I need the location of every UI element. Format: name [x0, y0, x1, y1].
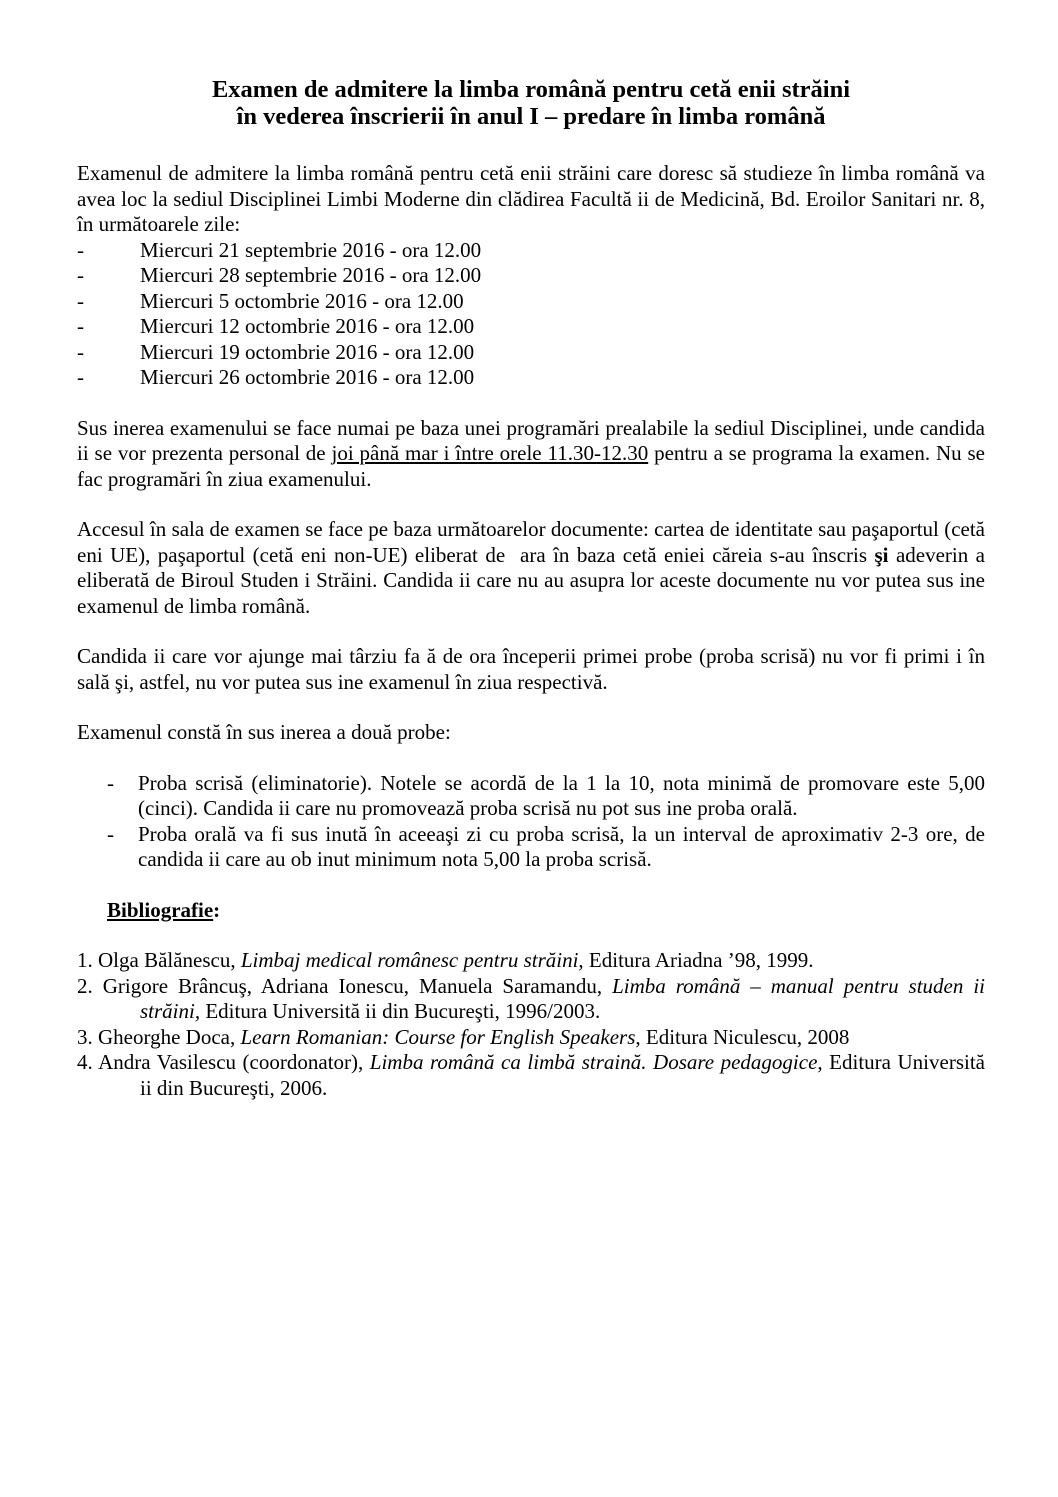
bibliography-heading [107, 898, 985, 924]
scheduling-paragraph [77, 416, 985, 493]
exam-date-item [77, 365, 985, 391]
exam-date-text: Miercuri 21 septembrie 2016 - ora 12.00 [140, 237, 482, 262]
exam-date-item [77, 314, 985, 340]
exam-date-text: Miercuri 12 octombrie 2016 - ora 12.00 [140, 314, 475, 338]
exam-date-text: Miercuri 28 septembrie 2016 - ora 12.00 [140, 263, 482, 287]
dash-bullet: - [77, 365, 84, 389]
dash-bullet: - [107, 821, 114, 846]
bib-publisher: , Editura Universită ii din Bucureşti, 2006. [140, 1050, 985, 1100]
dash-bullet: - [77, 263, 84, 287]
exam-date-item [77, 289, 985, 315]
bib-authors: 3. Gheorghe Doca, [77, 1024, 241, 1049]
bibliography-heading-colon: : [213, 897, 221, 922]
bibliography-item [77, 1050, 985, 1101]
bib-publisher: , Editura Niculescu, 2008 [635, 1024, 850, 1049]
bib-authors: 4. Andra Vasilescu (coordonator), [77, 1050, 370, 1074]
dash-bullet: - [77, 288, 84, 313]
exam-date-item [77, 340, 985, 366]
dash-bullet: - [77, 237, 84, 262]
probe-text: Proba orală va fi sus inută în aceeaşi zi cu proba scrisă, la un interval de aproximativ 2-3 ore, de candida ii care au ob inut minimum nota 5,00 la proba scrisă. [138, 821, 985, 871]
bibliography-item [77, 974, 985, 1025]
bib-authors: 1. Olga Bălănescu, [77, 948, 241, 972]
scheduling-text-before: Sus inerea examenului se face numai pe baza unei programări prealabile la sediul Disciplinei, unde candida ii se vor prezenta personal de [77, 415, 985, 465]
exam-date-text: Miercuri 26 octombrie 2016 - ora 12.00 [140, 365, 475, 389]
bib-publisher: , Editura Ariadna ’98, 1999. [578, 948, 814, 972]
exam-date-text: Miercuri 19 octombrie 2016 - ora 12.00 [140, 339, 475, 364]
probe-item-written [77, 771, 985, 822]
scheduling-text-after: pentru a se programa la examen. Nu se fac programări în ziua examenului. [77, 441, 985, 491]
probe-item-oral [77, 822, 985, 873]
late-arrival-paragraph: Candida ii care vor ajunge mai târziu fa ă de ora începerii primei probe (proba scrisă) nu vor fi primi i în sală şi, astfel, nu vor putea sus ine examenul în ziua respectivă. [77, 644, 985, 694]
document-title [77, 76, 985, 130]
probe-text: Proba scrisă (eliminatorie). Notele se acordă de la 1 la 10, nota minimă de promovare este 5,00 (cinci). Candida ii care nu promovează proba scrisă nu pot sus ine proba orală. [138, 770, 985, 820]
book-title: Limbaj medical românesc pentru străini [240, 948, 579, 972]
intro-paragraph: Examenul de admitere la limba română pentru cetă enii străini care doresc să studieze în limba română va avea loc la sediul Disciplinei Limbi Moderne din clădirea Facultă ii de Medicină, Bd. Eroilor Sanitari nr. 8, în următoarele zile: [77, 161, 985, 236]
exam-dates-list [77, 238, 985, 391]
probes-list [77, 771, 985, 873]
book-title: Learn Romanian: Course for English Speakers [240, 1024, 636, 1049]
exam-date-item [77, 238, 985, 264]
bibliography-list [77, 948, 985, 1101]
exam-date-item [77, 263, 985, 289]
access-bold-si: şi [874, 542, 889, 567]
title-line-1: Examen de admitere la limba română pentru cetă enii străini [211, 76, 851, 103]
dash-bullet: - [77, 314, 84, 338]
access-paragraph [77, 517, 985, 619]
book-title: Limba română ca limbă straină. Dosare pedagogice [369, 1050, 818, 1074]
bibliography-item [77, 1025, 985, 1051]
bibliography-heading-text: Bibliografie [107, 897, 214, 922]
scheduling-underlined-hours: joi până mar i între orele 11.30-12.30 [331, 441, 649, 465]
exam-structure-line: Examenul constă în sus inerea a două probe: [77, 720, 451, 744]
access-text-after: adeverin a eliberată de Biroul Studen i Străini. Candida ii care nu au asupra lor aceste documente nu vor putea sus ine examenul de limba română. [77, 542, 985, 618]
title-line-2: în vederea înscrierii în anul I – predare în limba română [236, 103, 826, 130]
dash-bullet: - [107, 770, 114, 795]
dash-bullet: - [77, 339, 84, 364]
book-title: Limba română – manual pentru studen ii străini, [140, 973, 985, 1023]
bib-authors: 2. Grigore Brâncuş, Adriana Ionescu, Manuela Saramandu, [77, 973, 613, 998]
access-text-before: Accesul în sala de examen se face pe baza următoarelor documente: cartea de identitate sau paşaportul (cetă eni UE), paşaportul (cetă eni non-UE) eliberat de ara în baza cetă eniei căreia s-au înscris [77, 517, 985, 567]
exam-date-text: Miercuri 5 octombrie 2016 - ora 12.00 [140, 288, 464, 313]
bib-publisher: Editura Universită ii din Bucureşti, 1996/2003. [200, 999, 601, 1023]
bibliography-item [77, 948, 985, 974]
